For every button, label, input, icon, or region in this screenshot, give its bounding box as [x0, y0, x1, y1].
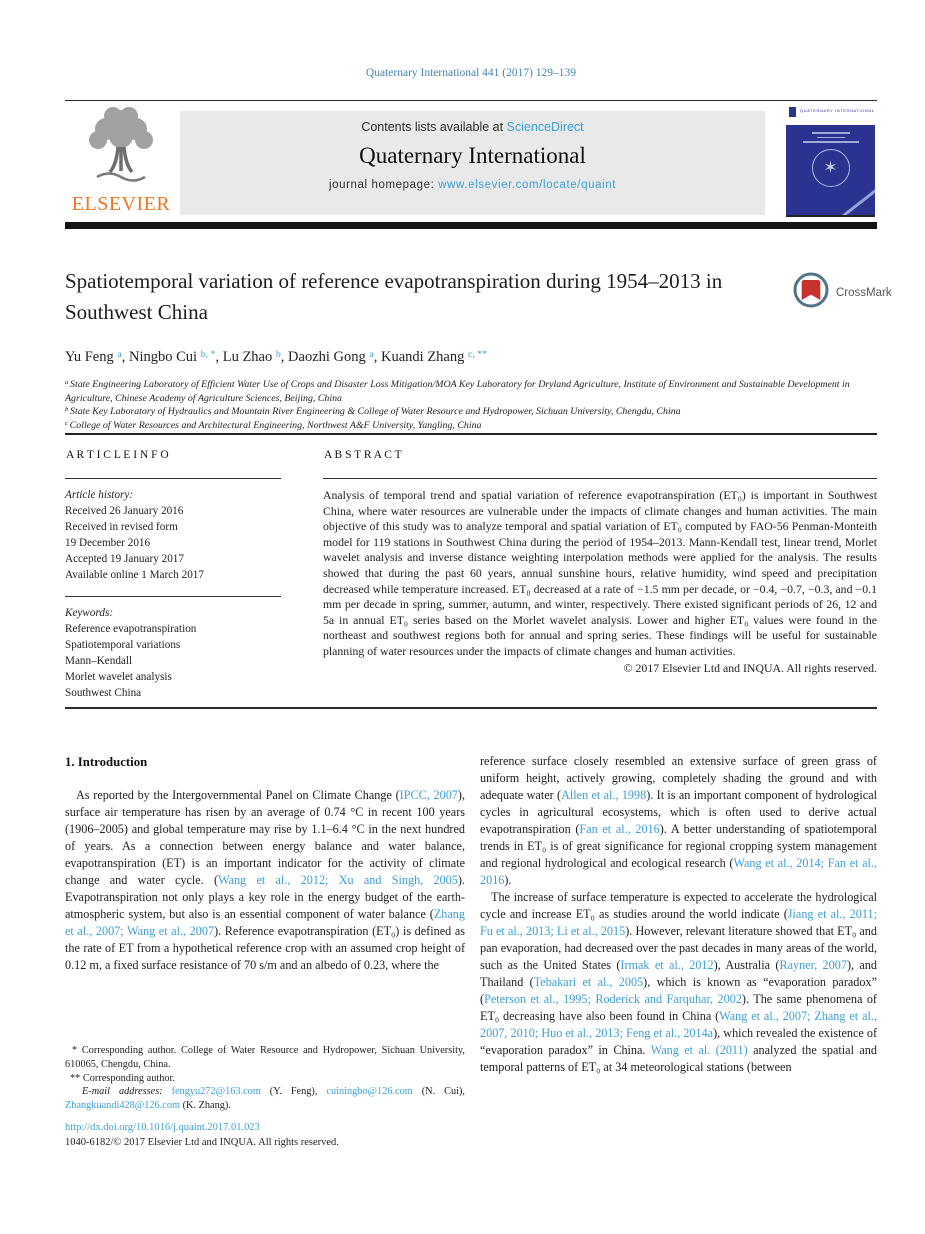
inline-link[interactable]: cuiningbo@126.com: [326, 1086, 413, 1098]
text-segment: , Lu Zhao: [215, 349, 276, 365]
text-segment: ).: [504, 873, 512, 887]
inline-link[interactable]: a: [369, 348, 374, 360]
journal-header-box: [180, 111, 765, 215]
inline-link[interactable]: Wang et al. (2011): [650, 1043, 748, 1057]
text-segment: a: [65, 378, 71, 386]
text-segment: ). Evapotranspiration not only plays a key role in the energy budget of the earth-atmospheric system, but also is an essential component of water balance (: [65, 873, 465, 921]
text-segment: ), which revealed the existence of “evaporation paradox” in China.: [480, 1026, 878, 1057]
journal-cover-thumbnail: [786, 104, 875, 217]
keywords-rule: [65, 596, 281, 597]
inline-link[interactable]: IPCC, 2007: [399, 788, 458, 802]
affiliation-b: [65, 405, 877, 419]
history-line: Received in revised form: [65, 521, 178, 533]
journal-citation[interactable]: Quaternary International 441 (2017) 129–139: [365, 67, 577, 79]
affiliation-a: [65, 378, 877, 405]
body-right-column: [480, 753, 877, 1076]
keyword: Spatiotemporal variations: [65, 639, 181, 651]
author-list: [65, 349, 825, 366]
text-segment: ). A better understanding of spatiotemporal trends in ET₀ is of great significance for regional cropping system management and regional hydrological and ecological research (: [480, 822, 877, 870]
abstract-text: Analysis of temporal trend and spatial variation of reference evapotranspiration (ET₀) is important in Southwest China, where water resources are vulnerable under the impacts of climate changes and human activities. The main objective of this study was to analyze temporal and spatial variation of ET₀ computed by FAO-56 Penman-Monteith model for 119 stations in Southwest China during the period of 1954–2013. Mann-Kendall test, linear trend, Morlet wavelet analysis and inverse distance weighting interpolation methods were applied for the analysis. The results showed that during the past 60 years, annual sunshine hours, relative humidity, wind speed and precipitation decreased while temperature increased. ET₀ decreased at a rate of −1.5 mm per decade, or −0.4, −0.7, −0.3, and −0.1 mm per decade in spring, summer, autumn, and winter, respectively. There existed significant periods of 26, 12 and 5a in annual ET₀ series based on the Morlet wavelet analysis. Lower and higher ET₀ values were found in the northeast and southwest regions both for annual and spring series. These findings will be useful for sustainable planning of water resources under the impacts of climate changes and human activities.: [323, 488, 877, 658]
inline-link[interactable]: Allen et al., 1998: [561, 788, 647, 802]
abstract-heading: A B S T R A C T: [324, 449, 402, 461]
history-line: Received 26 January 2016: [65, 505, 184, 517]
cover-masthead-text: QUATERNARY INTERNATIONAL: [800, 108, 875, 113]
inline-link[interactable]: Zhangkuandi428@126.com: [65, 1100, 181, 1112]
doi-link[interactable]: http://dx.doi.org/10.1016/j.quaint.2017.01.023: [65, 1122, 260, 1133]
cover-diagonal-stripe: [836, 185, 875, 217]
text-segment: ), Australia (: [713, 958, 780, 972]
crossmark-label: CrossMark: [836, 286, 892, 299]
corresponding-author-note-2: ** Corresponding author.: [70, 1072, 175, 1084]
journal-homepage-link[interactable]: www.elsevier.com/locate/quaint: [438, 179, 617, 191]
affiliation-c: [65, 419, 877, 433]
inline-link[interactable]: Wang et al., 2007; Zhang et al., 2007, 2010; Huo et al., 2013; Feng et al., 2014a: [480, 1009, 877, 1040]
text-segment: c: [65, 419, 70, 427]
elsevier-tree-icon: [63, 105, 179, 193]
footnote-block: [65, 1044, 465, 1113]
keywords-label: Keywords:: [65, 607, 114, 619]
info-block-bottom-rule: [65, 707, 877, 709]
text-segment: ), and Thailand (: [480, 958, 877, 989]
history-line: Available online 1 March 2017: [65, 569, 204, 581]
homepage-prefix: journal homepage:: [328, 179, 439, 191]
inline-link[interactable]: Zhang et al., 2007; Wang et al., 2007: [65, 907, 465, 938]
text-segment: , Ningbo Cui: [121, 349, 201, 365]
body-left-column: [65, 753, 465, 974]
text-segment: , Kuandi Zhang: [373, 349, 468, 365]
text-segment: , Daozhi Gong: [280, 349, 370, 365]
text-segment: E-mail addresses:: [82, 1086, 172, 1098]
header-divider-bar: [65, 222, 877, 229]
text-segment: (N. Cui),: [412, 1086, 465, 1098]
text-segment: ). The same phenomena of ET₀ decreasing have also been found in China (: [480, 992, 877, 1023]
inline-link[interactable]: Irmak et al., 2012: [620, 958, 714, 972]
article-info-heading: A R T I C L E I N F O: [66, 449, 169, 461]
text-segment: reference surface closely resembled an extensive surface of green grass of uniform height, actively growing, completely shading the ground and with adequate water (: [480, 754, 877, 802]
text-segment: ). However, relevant literature showed that ET₀ and pan evaporation, had decreased over the past decades in many areas of the world, such as the United States (: [480, 924, 877, 972]
text-segment: analyzed the spatial and temporal patterns of ET₀ at 34 meteorological stations (between: [480, 1043, 877, 1074]
header-top-rule: [65, 100, 877, 101]
affiliation-list: [65, 378, 877, 433]
journal-title: Quaternary International: [359, 143, 586, 168]
crossmark-badge[interactable]: [791, 270, 921, 315]
copyright-line: © 2017 Elsevier Ltd and INQUA. All rights reserved.: [623, 660, 877, 675]
abstract-rule: [323, 478, 877, 479]
corresponding-author-note-1: * Corresponding author. College of Water Resource and Hydropower, Sichuan University, 610065, Chengdu, China.: [65, 1045, 465, 1070]
keyword: Southwest China: [65, 687, 142, 699]
history-line: 19 December 2016: [65, 537, 151, 549]
cover-logo-square: [789, 107, 796, 117]
section-heading-introduction: 1. Introduction: [65, 755, 148, 769]
text-segment: As reported by the Intergovernmental Panel on Climate Change (: [76, 788, 400, 802]
text-segment: State Engineering Laboratory of Efficient Water Use of Crops and Disaster Loss Mitigation/MOA Key Laboratory for Dryland Agriculture, Institute of Environment and Sustainable Development in Agriculture, Chinese Academy of Agriculture Sciences, Beijing, China: [65, 379, 850, 404]
text-segment: (Y. Feng),: [260, 1086, 327, 1098]
article-info-column: [65, 478, 281, 701]
issn-copyright-line: 1040-6182/© 2017 Elsevier Ltd and INQUA. All rights reserved.: [65, 1137, 339, 1148]
inline-link[interactable]: Rayner, 2007: [779, 958, 847, 972]
inline-link[interactable]: Tebakari et al., 2005: [533, 975, 644, 989]
contents-prefix: Contents lists available at: [361, 120, 507, 134]
text-segment: ). It is an important component of hydrological cycles in agricultural ecosystems, which is often used to derive actual evapotranspiration (: [480, 788, 877, 836]
inline-link[interactable]: a: [117, 348, 122, 360]
inline-link[interactable]: Wang et al., 2014; Fan et al., 2016: [480, 856, 877, 887]
inqua-emblem-icon: [812, 149, 850, 187]
text-segment: College of Water Resources and Architectural Engineering, Northwest A&F University, Yangling, China: [69, 420, 482, 431]
contents-line: [180, 111, 765, 134]
text-segment: State Key Laboratory of Hydraulics and Mountain River Engineering & College of Water Resource and Hydropower, Sichuan University, Chengdu, China: [70, 406, 681, 417]
inline-link[interactable]: fengyu272@163.com: [171, 1086, 261, 1098]
inline-link[interactable]: Jiang et al., 2011; Fu et al., 2013; Li et al., 2015: [480, 907, 877, 938]
intro-paragraph-right-1: [480, 753, 877, 889]
cover-decorative-lines: [786, 132, 875, 143]
inline-link[interactable]: b, *: [200, 348, 216, 360]
article-title: Spatiotemporal variation of reference evapotranspiration during 1954–2013 in Southwest China: [65, 269, 723, 324]
keyword: Mann–Kendall: [65, 655, 133, 667]
email-addresses-note: [65, 1085, 465, 1113]
history-label: Article history:: [65, 489, 134, 501]
cover-masthead-band: [786, 104, 875, 125]
text-segment: ), surface air temperature has risen by an average of 0.74 °C in recent 100 years (1906–2005) and global temperature may rise by 1.1–6.4 °C in the next hundred of years. As a connection between energy balance and water balance, evapotranspiration (ET) is an important indicator for the activity of climate change and water cycle. (: [65, 788, 465, 887]
text-segment: (K. Zhang).: [180, 1100, 231, 1112]
keyword: Morlet wavelet analysis: [65, 671, 172, 683]
inline-link[interactable]: Peterson et al., 1995; Roderick and Farquhar, 2002: [484, 992, 742, 1006]
doi-block: [65, 1120, 495, 1150]
elsevier-logo: [63, 105, 179, 219]
inline-link[interactable]: b: [275, 348, 281, 360]
intro-paragraph-right-2: [480, 889, 877, 1076]
inline-link[interactable]: c, **: [468, 348, 488, 360]
text-segment: b: [65, 405, 71, 413]
text-segment: The increase of surface temperature is expected to accelerate the hydrological cycle and increase ET₀ as studies around the world indicate (: [480, 890, 877, 921]
inline-link[interactable]: Fan et al., 2016: [579, 822, 660, 836]
star-icon: ✶: [823, 158, 838, 177]
article-info-rule: [65, 478, 281, 479]
homepage-line: [180, 179, 765, 191]
abstract-column: [323, 478, 877, 676]
history-line: Accepted 19 January 2017: [65, 553, 184, 565]
keyword: Reference evapotranspiration: [65, 623, 197, 635]
info-block-top-rule: [65, 433, 877, 435]
text-segment: Yu Feng: [65, 349, 118, 365]
sciencedirect-link[interactable]: ScienceDirect: [506, 120, 584, 134]
text-segment: ). Reference evapotranspiration (ET₀) is defined as the rate of ET from a hypothetical reference crop with an assumed crop height of 0.12 m, a fixed surface resistance of 70 s/m and an albedo of 0.23, where the: [65, 924, 465, 972]
intro-paragraph-left: [65, 787, 465, 974]
crossmark-icon: [791, 270, 831, 315]
text-segment: ), which is known as “evaporation paradox” (: [480, 975, 878, 1006]
elsevier-wordmark: ELSEVIER: [71, 193, 171, 215]
inline-link[interactable]: Wang et al., 2012; Xu and Singh, 2005: [218, 873, 458, 887]
